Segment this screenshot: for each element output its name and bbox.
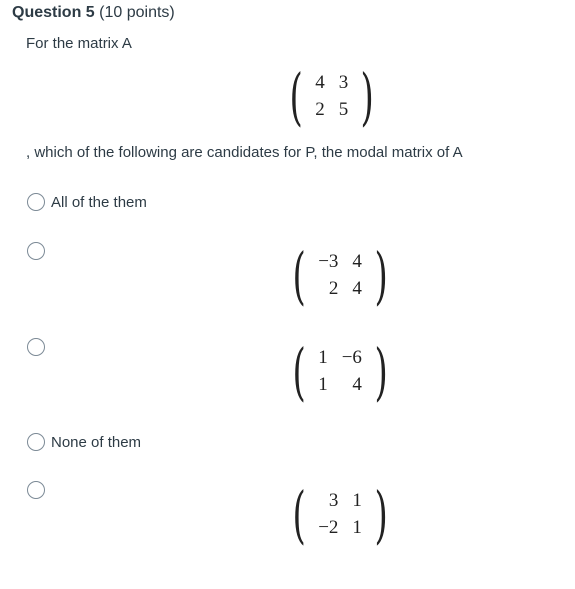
matrix-cell: −3 [318,251,339,272]
question-prompt-tail: , which of the following are candidates for P, the modal matrix of A [26,144,463,161]
option-3-matrix [287,335,393,408]
right-paren: ) [374,239,388,312]
matrix-cell: 1 [352,490,362,511]
left-paren: ( [292,478,306,551]
matrix-cell: 4 [352,374,362,395]
matrix-a-table [308,70,355,124]
option-2-matrix-table [311,249,369,303]
left-paren: ( [289,60,303,133]
right-paren: ) [360,60,374,133]
matrix-cell: 2 [328,278,339,299]
radio-button[interactable] [27,481,45,499]
matrix-cell: 2 [315,99,325,120]
radio-button[interactable] [27,338,45,356]
option-label: None of them [51,433,142,451]
matrix-a [284,60,379,133]
answer-option-3[interactable] [27,338,45,356]
option-2-matrix [287,239,393,312]
left-paren: ( [292,239,306,312]
right-paren: ) [374,478,388,551]
matrix-cell: −6 [341,347,362,368]
answer-option-2[interactable] [27,242,45,260]
option-3-matrix-table [311,345,369,399]
radio-button[interactable] [27,242,45,260]
matrix-cell: 1 [318,374,328,395]
answer-option-all[interactable] [27,193,147,211]
question-points: (10 points) [99,4,175,21]
option-5-matrix-table [311,488,369,542]
right-paren: ) [374,335,388,408]
option-5-matrix [287,478,393,551]
answer-option-none[interactable] [27,433,141,451]
matrix-cell: 4 [352,278,362,299]
matrix-cell: 5 [338,99,349,120]
question-prompt-intro: For the matrix A [26,35,132,52]
matrix-cell: −2 [318,517,339,538]
matrix-cell: 4 [315,72,325,93]
answer-option-5[interactable] [27,481,45,499]
matrix-cell: 3 [328,490,339,511]
matrix-cell: 1 [352,517,362,538]
question-header [12,4,175,22]
question-title: Question 5 [12,4,95,21]
radio-button[interactable] [27,193,45,211]
left-paren: ( [292,335,306,408]
option-label: All of the them [51,193,147,211]
matrix-cell: 3 [338,72,349,93]
radio-button[interactable] [27,433,45,451]
matrix-cell: 1 [318,347,328,368]
matrix-cell: 4 [352,251,362,272]
